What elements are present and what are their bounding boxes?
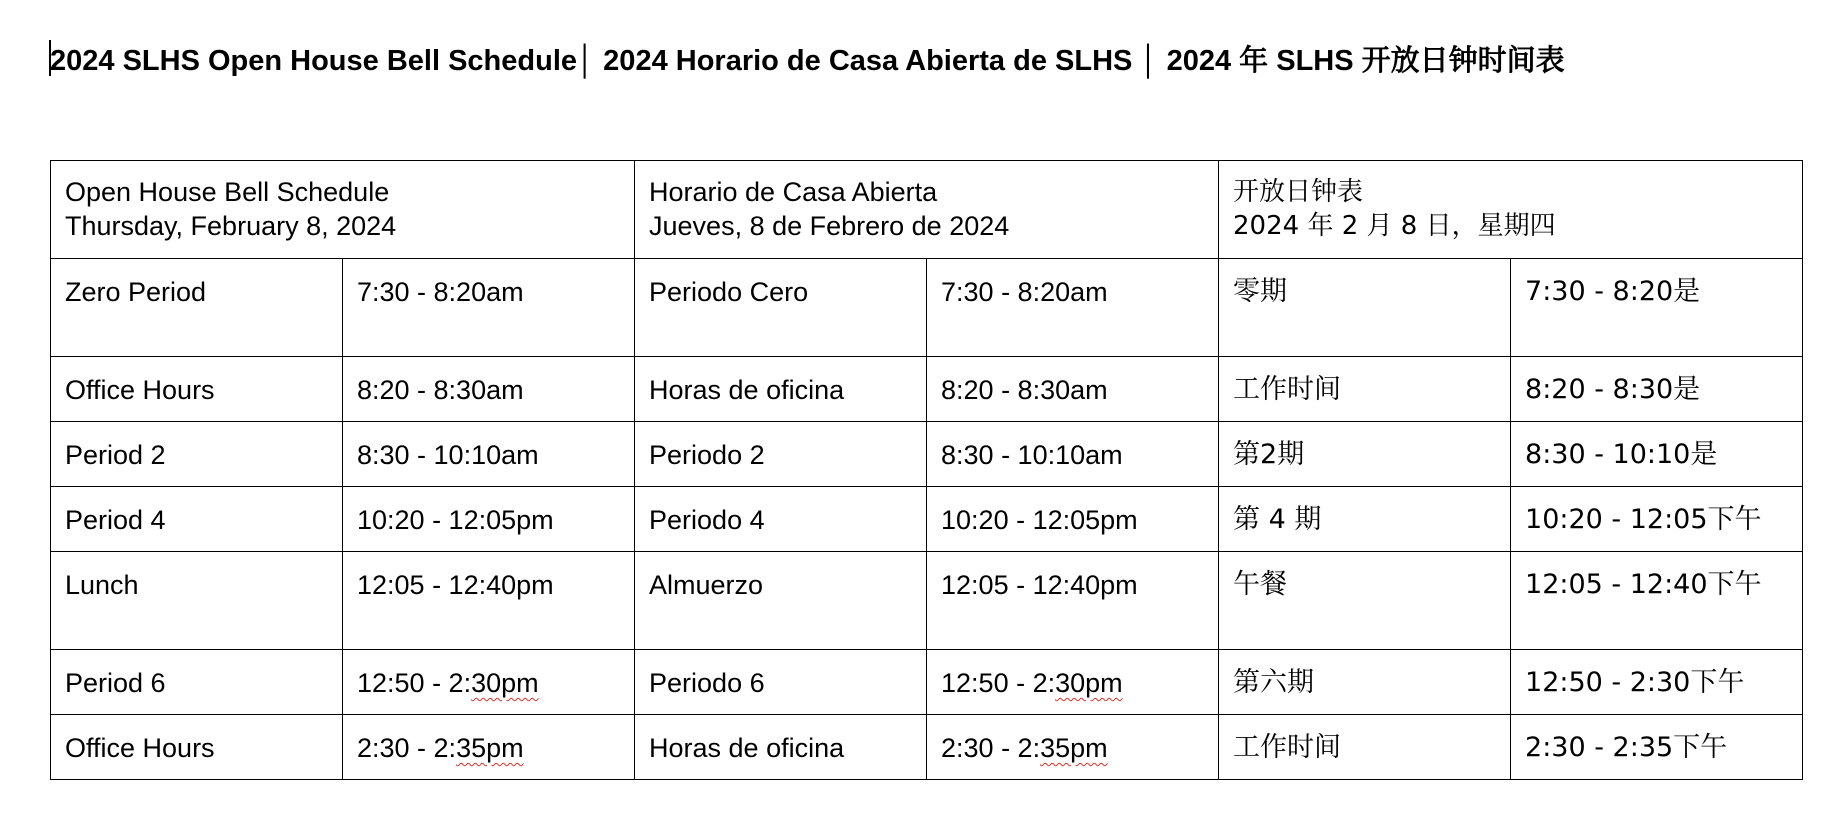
time-text: 12:50 - 2:	[357, 668, 472, 698]
header-date-spanish: Jueves, 8 de Febrero de 2024	[649, 211, 1010, 241]
header-cell-chinese[interactable]	[1219, 161, 1803, 259]
spellcheck-flagged-text[interactable]: 30pm	[1055, 668, 1123, 698]
spellcheck-flagged-text[interactable]: 35pm	[1040, 733, 1108, 763]
cell-time-spanish[interactable]: 8:30 - 10:10am	[927, 422, 1219, 487]
cell-time-english[interactable]: 7:30 - 8:20am	[343, 259, 635, 357]
cell-period-chinese[interactable]: 零期	[1219, 259, 1511, 357]
table-row	[51, 715, 1803, 780]
cell-period-chinese[interactable]: 午餐	[1219, 552, 1511, 650]
cell-period-spanish[interactable]: Periodo 2	[635, 422, 927, 487]
time-text: 2:30 - 2:	[357, 733, 457, 763]
cell-period-english[interactable]: Period 4	[51, 487, 343, 552]
cell-time-english[interactable]: 10:20 - 12:05pm	[343, 487, 635, 552]
cell-time-spanish[interactable]: 7:30 - 8:20am	[927, 259, 1219, 357]
cell-time-spanish[interactable]: 10:20 - 12:05pm	[927, 487, 1219, 552]
cell-period-chinese[interactable]: 第 4 期	[1219, 487, 1511, 552]
cell-time-chinese[interactable]: 12:50 - 2:30下午	[1511, 650, 1803, 715]
header-date-chinese: 2024 年 2 月 8 日，星期四	[1233, 211, 1556, 241]
header-cell-english[interactable]	[51, 161, 635, 259]
cell-time-spanish[interactable]: 12:05 - 12:40pm	[927, 552, 1219, 650]
cell-time-chinese[interactable]: 7:30 - 8:20是	[1511, 259, 1803, 357]
table-row	[51, 552, 1803, 650]
cell-period-chinese[interactable]: 工作时间	[1219, 715, 1511, 780]
bell-schedule-table	[50, 160, 1803, 780]
cell-time-english[interactable]	[343, 715, 635, 780]
cell-period-english[interactable]: Office Hours	[51, 357, 343, 422]
cell-period-english[interactable]: Office Hours	[51, 715, 343, 780]
cell-period-spanish[interactable]: Almuerzo	[635, 552, 927, 650]
table-row	[51, 650, 1803, 715]
document-title[interactable]: 2024 SLHS Open House Bell Schedule│ 2024 Horario de Casa Abierta de SLHS │ 2024 年 SLHS 开放日钟时间表	[50, 45, 1565, 77]
spellcheck-flagged-text[interactable]: 35pm	[456, 733, 524, 763]
cell-period-spanish[interactable]: Periodo Cero	[635, 259, 927, 357]
table-header-row	[51, 161, 1803, 259]
cell-time-chinese[interactable]: 2:30 - 2:35下午	[1511, 715, 1803, 780]
cell-time-spanish[interactable]	[927, 715, 1219, 780]
table-row	[51, 357, 1803, 422]
cell-time-english[interactable]	[343, 650, 635, 715]
table-row	[51, 422, 1803, 487]
cell-time-english[interactable]: 8:20 - 8:30am	[343, 357, 635, 422]
cell-period-english[interactable]: Period 6	[51, 650, 343, 715]
cell-period-chinese[interactable]: 第2期	[1219, 422, 1511, 487]
header-title-chinese: 开放日钟表	[1233, 177, 1364, 207]
cell-period-english[interactable]: Lunch	[51, 552, 343, 650]
cell-time-chinese[interactable]: 10:20 - 12:05下午	[1511, 487, 1803, 552]
cell-period-spanish[interactable]: Periodo 4	[635, 487, 927, 552]
cell-time-spanish[interactable]: 8:20 - 8:30am	[927, 357, 1219, 422]
cell-period-chinese[interactable]: 第六期	[1219, 650, 1511, 715]
header-date-english: Thursday, February 8, 2024	[65, 211, 397, 241]
cell-time-spanish[interactable]	[927, 650, 1219, 715]
cell-time-chinese[interactable]: 8:20 - 8:30是	[1511, 357, 1803, 422]
cell-period-english[interactable]: Period 2	[51, 422, 343, 487]
header-title-spanish: Horario de Casa Abierta	[649, 177, 938, 207]
cell-period-english[interactable]: Zero Period	[51, 259, 343, 357]
cell-time-english[interactable]: 8:30 - 10:10am	[343, 422, 635, 487]
cell-period-chinese[interactable]: 工作时间	[1219, 357, 1511, 422]
table-row	[51, 259, 1803, 357]
time-text: 12:50 - 2:	[941, 668, 1056, 698]
cell-period-spanish[interactable]: Horas de oficina	[635, 357, 927, 422]
cell-time-chinese[interactable]: 12:05 - 12:40下午	[1511, 552, 1803, 650]
time-text: 2:30 - 2:	[941, 733, 1041, 763]
header-title-english: Open House Bell Schedule	[65, 177, 390, 207]
cell-time-english[interactable]: 12:05 - 12:40pm	[343, 552, 635, 650]
spellcheck-flagged-text[interactable]: 30pm	[471, 668, 539, 698]
table-row	[51, 487, 1803, 552]
cell-time-chinese[interactable]: 8:30 - 10:10是	[1511, 422, 1803, 487]
header-cell-spanish[interactable]	[635, 161, 1219, 259]
cell-period-spanish[interactable]: Horas de oficina	[635, 715, 927, 780]
cell-period-spanish[interactable]: Periodo 6	[635, 650, 927, 715]
